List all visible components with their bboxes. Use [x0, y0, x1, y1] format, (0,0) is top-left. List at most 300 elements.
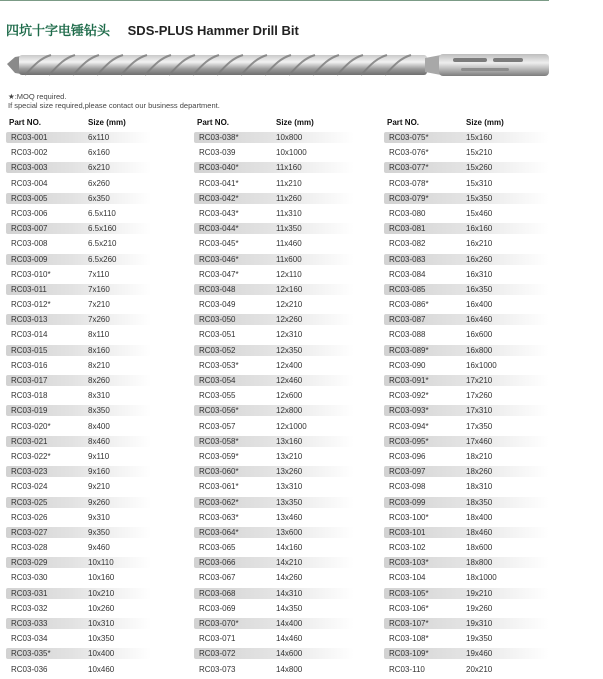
table-row: [384, 176, 554, 191]
size-value: 11x460: [276, 239, 302, 249]
part-number: RC03-026: [11, 512, 48, 522]
size-value: 13x310: [276, 482, 303, 492]
table-row: [6, 540, 156, 555]
size-value: 8x210: [88, 360, 110, 370]
size-value: 12x160: [276, 284, 303, 294]
table-row: [384, 403, 554, 418]
top-divider: [0, 0, 549, 1]
part-number: RC03-107*: [384, 618, 549, 629]
table-row: [194, 631, 359, 646]
size-value: 18x1000: [466, 573, 497, 583]
table-row: [384, 540, 554, 555]
part-number: RC03-082: [389, 239, 426, 249]
part-number: RC03-007: [6, 223, 151, 234]
table-row: [194, 586, 359, 601]
size-value: 10x210: [88, 588, 115, 598]
size-value: 14x400: [276, 619, 303, 628]
table-row: [194, 282, 359, 297]
size-value: 6x260: [88, 178, 110, 188]
special-size-note: If special size required,please contact our business department.: [8, 101, 220, 110]
part-number: RC03-094*: [389, 421, 429, 431]
size-value: 19x350: [466, 634, 493, 644]
title-english: SDS-PLUS Hammer Drill Bit: [127, 23, 299, 38]
table-header: [384, 116, 554, 130]
part-number: RC03-008: [11, 239, 48, 249]
part-number: RC03-043*: [199, 208, 239, 218]
table-row: [384, 327, 554, 342]
size-value: 11x210: [276, 178, 302, 188]
table-row: [194, 449, 359, 464]
table-row: [384, 252, 554, 267]
part-number: RC03-110: [389, 664, 425, 674]
part-number: RC03-104: [389, 573, 426, 583]
table-row: [194, 358, 359, 373]
table-row: [6, 525, 156, 540]
table-row: [194, 373, 359, 388]
parts-table-column-1: [6, 116, 156, 677]
size-value: 15x350: [466, 193, 493, 203]
table-row: [384, 495, 554, 510]
size-value: 7x110: [88, 269, 110, 279]
table-header: [6, 116, 156, 130]
table-row: [6, 555, 156, 570]
size-value: 9x260: [88, 497, 110, 507]
part-number: RC03-050: [194, 314, 354, 325]
size-value: 15x310: [466, 178, 493, 188]
size-value: 8x460: [88, 436, 110, 446]
table-row: [194, 601, 359, 616]
part-number: RC03-051: [199, 330, 236, 340]
table-row: [6, 267, 156, 282]
part-number: RC03-106*: [389, 603, 429, 613]
table-header: [194, 116, 359, 130]
part-number: RC03-015: [6, 345, 151, 356]
title-chinese: 四坑十字电锤钻头: [6, 23, 111, 38]
table-row: [6, 145, 156, 160]
table-row: [384, 570, 554, 585]
part-number: RC03-103*: [384, 557, 549, 568]
part-number: RC03-088: [389, 330, 426, 340]
part-number: RC03-048: [194, 284, 354, 295]
size-value: 12x310: [276, 330, 303, 340]
size-value: 15x160: [466, 133, 493, 142]
size-value: 6x210: [88, 163, 110, 173]
part-number: RC03-058*: [194, 436, 354, 447]
table-row: [384, 449, 554, 464]
size-value: 16x350: [466, 284, 493, 294]
part-number: RC03-102: [389, 543, 426, 553]
part-number: RC03-056*: [194, 405, 354, 416]
part-number: RC03-032: [11, 603, 48, 613]
size-value: 18x600: [466, 543, 493, 553]
part-number: RC03-099: [384, 497, 549, 508]
table-row: [6, 631, 156, 646]
size-value: 12x460: [276, 376, 303, 385]
size-value: 15x260: [466, 163, 493, 173]
size-value: 6.5x160: [88, 224, 117, 234]
part-number: RC03-054: [194, 375, 354, 386]
table-row: [384, 145, 554, 160]
part-number: RC03-018: [11, 391, 48, 401]
table-row: [194, 191, 359, 206]
table-row: [194, 130, 359, 145]
table-row: [194, 145, 359, 160]
part-number: RC03-061*: [199, 482, 239, 492]
size-value: 17x460: [466, 436, 493, 446]
size-value: 13x600: [276, 527, 303, 537]
part-number: RC03-097: [384, 466, 549, 477]
size-value: 14x160: [276, 543, 303, 553]
size-value: 13x210: [276, 451, 303, 461]
size-value: 9x160: [88, 467, 110, 477]
table-row: [6, 464, 156, 479]
part-number: RC03-096: [389, 451, 426, 461]
size-value: 8x400: [88, 421, 110, 431]
part-number: RC03-087: [384, 314, 549, 325]
part-number: RC03-025: [6, 497, 151, 508]
size-value: 11x350: [276, 224, 302, 234]
part-number: RC03-014: [11, 330, 48, 340]
table-row: [194, 327, 359, 342]
size-value: 9x350: [88, 527, 110, 537]
table-row: [194, 403, 359, 418]
part-number: RC03-030: [11, 573, 48, 583]
size-value: 11x310: [276, 208, 302, 218]
table-row: [384, 525, 554, 540]
part-number: RC03-041*: [199, 178, 239, 188]
table-row: [6, 327, 156, 342]
table-row: [6, 662, 156, 677]
size-value: 18x350: [466, 497, 493, 507]
page-title: [6, 20, 299, 39]
part-number: RC03-033: [6, 618, 151, 629]
table-row: [6, 510, 156, 525]
part-number: RC03-049: [199, 300, 236, 310]
header-part-no: Part NO.: [9, 118, 42, 127]
table-row: [384, 631, 554, 646]
header-size: Size (mm): [466, 118, 504, 127]
part-number: RC03-062*: [194, 497, 354, 508]
part-number: RC03-053*: [199, 360, 239, 370]
size-value: 14x260: [276, 573, 303, 583]
part-number: RC03-081: [384, 223, 549, 234]
size-value: 10x400: [88, 649, 115, 659]
size-value: 18x400: [466, 512, 493, 522]
table-row: [6, 191, 156, 206]
size-value: 18x460: [466, 527, 493, 537]
table-row: [6, 176, 156, 191]
size-value: 16x1000: [466, 360, 497, 370]
part-number: RC03-095*: [384, 436, 549, 447]
table-row: [6, 206, 156, 221]
part-number: RC03-004: [11, 178, 48, 188]
part-number: RC03-027: [6, 527, 151, 538]
part-number: RC03-036: [11, 664, 48, 674]
part-number: RC03-021: [6, 436, 151, 447]
table-row: [194, 388, 359, 403]
part-number: RC03-060*: [194, 466, 354, 477]
size-value: 16x210: [466, 239, 493, 249]
table-row: [6, 479, 156, 494]
table-row: [194, 495, 359, 510]
size-value: 16x600: [466, 330, 493, 340]
size-value: 6.5x260: [88, 254, 117, 264]
part-number: RC03-017: [6, 375, 151, 386]
table-row: [194, 160, 359, 175]
table-row: [384, 221, 554, 236]
part-number: RC03-003: [6, 162, 151, 173]
size-value: 12x110: [276, 269, 302, 279]
table-row: [384, 312, 554, 327]
part-number: RC03-098: [389, 482, 426, 492]
part-number: RC03-005: [6, 193, 151, 204]
part-number: RC03-077*: [384, 162, 549, 173]
part-number: RC03-068: [194, 588, 354, 599]
parts-table-column-2: [194, 116, 359, 677]
size-value: 19x460: [466, 649, 493, 659]
part-number: RC03-078*: [389, 178, 429, 188]
size-value: 18x800: [466, 558, 493, 568]
table-row: [6, 297, 156, 312]
part-number: RC03-079*: [384, 193, 549, 204]
header-size: Size (mm): [88, 118, 126, 127]
part-number: RC03-047*: [199, 269, 239, 279]
size-value: 7x160: [88, 284, 110, 294]
table-row: [194, 479, 359, 494]
table-row: [6, 252, 156, 267]
size-value: 12x600: [276, 391, 303, 401]
size-value: 19x210: [466, 588, 493, 598]
size-value: 14x800: [276, 664, 303, 674]
table-row: [6, 236, 156, 251]
table-row: [384, 616, 554, 631]
size-value: 13x260: [276, 467, 303, 477]
table-row: [6, 282, 156, 297]
size-value: 9x110: [88, 451, 110, 461]
table-row: [384, 662, 554, 677]
table-row: [6, 343, 156, 358]
table-row: [194, 267, 359, 282]
table-row: [384, 434, 554, 449]
table-row: [194, 510, 359, 525]
table-row: [194, 525, 359, 540]
size-value: 12x400: [276, 360, 303, 370]
table-row: [194, 646, 359, 661]
table-row: [384, 236, 554, 251]
size-value: 14x600: [276, 649, 303, 659]
size-value: 17x210: [466, 376, 493, 385]
size-value: 16x800: [466, 345, 493, 355]
part-number: RC03-071: [199, 634, 236, 644]
header-part-no: Part NO.: [387, 118, 420, 127]
size-value: 6x110: [88, 133, 110, 142]
part-number: RC03-070*: [194, 618, 354, 629]
part-number: RC03-023: [6, 466, 151, 477]
table-row: [6, 312, 156, 327]
table-row: [194, 540, 359, 555]
table-row: [194, 464, 359, 479]
part-number: RC03-101: [384, 527, 549, 538]
size-value: 12x350: [276, 345, 303, 355]
size-value: 17x350: [466, 421, 493, 431]
part-number: RC03-091*: [384, 375, 549, 386]
size-value: 20x210: [466, 664, 493, 674]
size-value: 9x460: [88, 543, 110, 553]
part-number: RC03-016: [11, 360, 48, 370]
size-value: 16x260: [466, 254, 493, 264]
size-value: 19x310: [466, 619, 493, 628]
table-row: [6, 419, 156, 434]
size-value: 10x310: [88, 619, 115, 628]
size-value: 18x260: [466, 467, 493, 477]
part-number: RC03-090: [389, 360, 426, 370]
table-row: [194, 206, 359, 221]
size-value: 16x310: [466, 269, 493, 279]
table-row: [6, 570, 156, 585]
part-number: RC03-024: [11, 482, 48, 492]
part-number: RC03-038*: [194, 132, 354, 143]
size-value: 11x260: [276, 193, 302, 203]
table-row: [194, 312, 359, 327]
size-value: 10x110: [88, 558, 114, 568]
table-row: [384, 388, 554, 403]
part-number: RC03-055: [199, 391, 236, 401]
table-row: [384, 358, 554, 373]
part-number: RC03-069: [199, 603, 236, 613]
part-number: RC03-085: [384, 284, 549, 295]
part-number: RC03-029: [6, 557, 151, 568]
part-number: RC03-001: [6, 132, 151, 143]
table-row: [6, 373, 156, 388]
part-number: RC03-105*: [384, 588, 549, 599]
part-number: RC03-084: [389, 269, 426, 279]
part-number: RC03-109*: [384, 648, 549, 659]
part-number: RC03-044*: [194, 223, 354, 234]
table-row: [384, 555, 554, 570]
table-row: [194, 252, 359, 267]
table-row: [6, 646, 156, 661]
size-value: 11x600: [276, 254, 302, 264]
part-number: RC03-064*: [194, 527, 354, 538]
table-row: [384, 586, 554, 601]
part-number: RC03-022*: [11, 451, 51, 461]
size-value: 16x160: [466, 224, 493, 234]
table-row: [6, 358, 156, 373]
size-value: 12x260: [276, 315, 303, 325]
part-number: RC03-067: [199, 573, 236, 583]
size-value: 16x400: [466, 300, 493, 310]
size-value: 14x210: [276, 558, 303, 568]
size-value: 19x260: [466, 603, 493, 613]
part-number: RC03-040*: [194, 162, 354, 173]
part-number: RC03-072: [194, 648, 354, 659]
size-value: 17x260: [466, 391, 493, 401]
table-row: [194, 419, 359, 434]
table-row: [6, 434, 156, 449]
size-value: 8x310: [88, 391, 110, 401]
moq-note: ★:MOQ required.: [8, 92, 67, 101]
table-row: [384, 297, 554, 312]
size-value: 10x1000: [276, 148, 307, 158]
table-row: [384, 510, 554, 525]
size-value: 10x350: [88, 634, 115, 644]
part-number: RC03-013: [6, 314, 151, 325]
table-row: [384, 646, 554, 661]
size-value: 18x310: [466, 482, 493, 492]
size-value: 15x460: [466, 208, 493, 218]
size-value: 14x310: [276, 588, 303, 598]
table-row: [6, 130, 156, 145]
table-row: [194, 662, 359, 677]
size-value: 10x160: [88, 573, 115, 583]
size-value: 7x260: [88, 315, 110, 325]
part-number: RC03-039: [199, 148, 236, 158]
table-row: [6, 403, 156, 418]
part-number: RC03-052: [194, 345, 354, 356]
part-number: RC03-092*: [389, 391, 429, 401]
table-row: [384, 419, 554, 434]
size-value: 13x350: [276, 497, 303, 507]
table-row: [194, 221, 359, 236]
part-number: RC03-076*: [389, 148, 429, 158]
size-value: 14x460: [276, 634, 303, 644]
header-part-no: Part NO.: [197, 118, 230, 127]
part-number: RC03-100*: [389, 512, 429, 522]
part-number: RC03-046*: [194, 254, 354, 265]
size-value: 14x350: [276, 603, 303, 613]
part-number: RC03-019: [6, 405, 151, 416]
size-value: 12x210: [276, 300, 303, 310]
table-row: [194, 555, 359, 570]
size-value: 10x460: [88, 664, 115, 674]
part-number: RC03-108*: [389, 634, 429, 644]
header-size: Size (mm): [276, 118, 314, 127]
drill-bit-image: [5, 44, 553, 86]
table-row: [6, 449, 156, 464]
size-value: 6x160: [88, 148, 110, 158]
table-row: [6, 495, 156, 510]
size-value: 9x210: [88, 482, 110, 492]
table-row: [194, 343, 359, 358]
table-row: [384, 160, 554, 175]
part-number: RC03-089*: [384, 345, 549, 356]
table-row: [384, 343, 554, 358]
table-row: [6, 601, 156, 616]
size-value: 10x260: [88, 603, 115, 613]
part-number: RC03-059*: [199, 451, 239, 461]
table-row: [384, 130, 554, 145]
part-number: RC03-006: [11, 208, 48, 218]
part-number: RC03-083: [384, 254, 549, 265]
size-value: 8x110: [88, 330, 110, 340]
size-value: 11x160: [276, 163, 302, 173]
part-number: RC03-066: [194, 557, 354, 568]
size-value: 16x460: [466, 315, 493, 325]
size-value: 7x210: [88, 300, 110, 310]
size-value: 18x210: [466, 451, 493, 461]
size-value: 10x800: [276, 133, 303, 142]
part-number: RC03-020*: [11, 421, 51, 431]
part-number: RC03-010*: [11, 269, 51, 279]
size-value: 13x460: [276, 512, 303, 522]
part-number: RC03-028: [11, 543, 48, 553]
part-number: RC03-063*: [199, 512, 239, 522]
size-value: 6.5x110: [88, 208, 116, 218]
part-number: RC03-042*: [194, 193, 354, 204]
size-value: 8x350: [88, 406, 110, 416]
part-number: RC03-012*: [11, 300, 51, 310]
table-row: [6, 221, 156, 236]
